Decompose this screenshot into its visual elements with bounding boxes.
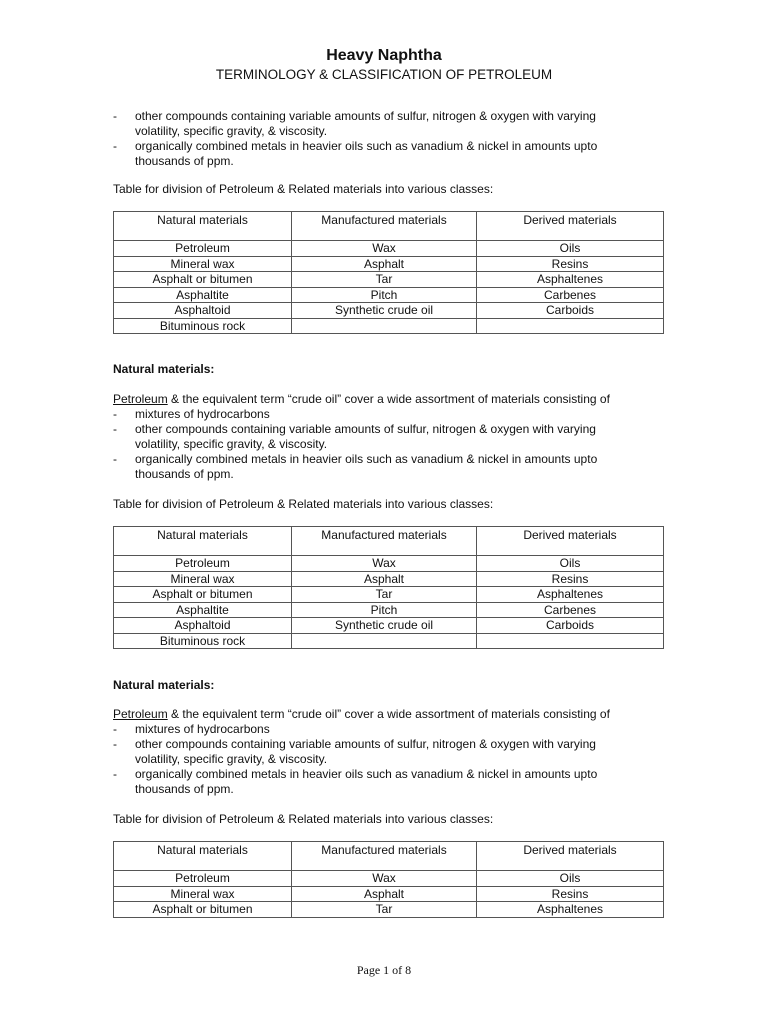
table-cell xyxy=(292,633,477,649)
natural-materials-text xyxy=(113,707,663,797)
table-header-row xyxy=(114,527,664,556)
table-cell xyxy=(477,633,664,649)
petroleum-term: Petroleum xyxy=(113,707,168,721)
table-cell: Wax xyxy=(292,556,477,572)
table-row xyxy=(114,318,664,334)
table-row xyxy=(114,556,664,572)
table-row xyxy=(114,303,664,319)
table-cell: Asphaltenes xyxy=(477,902,664,918)
intro-rest: & the equivalent term “crude oil” cover a wide assortment of materials consisting of xyxy=(167,392,610,406)
table-cell: Resins xyxy=(477,886,664,902)
bullet-dash: - xyxy=(113,452,117,466)
column-header: Natural materials xyxy=(114,527,292,556)
bullet-line: mixtures of hydrocarbons xyxy=(135,407,270,421)
bullet-item xyxy=(113,737,663,752)
bullet-line: mixtures of hydrocarbons xyxy=(135,722,270,736)
table-cell: Asphaltite xyxy=(114,287,292,303)
bullet-line: other compounds containing variable amounts of sulfur, nitrogen & oxygen with varying xyxy=(135,737,596,751)
bullet-continuation xyxy=(113,124,663,139)
column-header: Manufactured materials xyxy=(292,212,477,241)
table-cell: Mineral wax xyxy=(114,886,292,902)
petroleum-term: Petroleum xyxy=(113,392,168,406)
table-cell: Mineral wax xyxy=(114,571,292,587)
table-row xyxy=(114,602,664,618)
table-row xyxy=(114,571,664,587)
table-cell: Tar xyxy=(292,272,477,288)
bullet-dash: - xyxy=(113,737,117,751)
column-header: Natural materials xyxy=(114,212,292,241)
column-header: Derived materials xyxy=(477,842,664,871)
table-cell: Petroleum xyxy=(114,556,292,572)
column-header: Natural materials xyxy=(114,842,292,871)
table-row xyxy=(114,587,664,603)
table-cell: Wax xyxy=(292,871,477,887)
table-cell: Asphalt xyxy=(292,571,477,587)
bullet-line: thousands of ppm. xyxy=(135,154,234,168)
table-cell: Carbenes xyxy=(477,287,664,303)
table-intro: Table for division of Petroleum & Related materials into various classes: xyxy=(113,497,494,511)
table-cell xyxy=(477,318,664,334)
table-cell: Synthetic crude oil xyxy=(292,303,477,319)
table-row xyxy=(114,871,664,887)
bullet-dash: - xyxy=(113,767,117,781)
table-row xyxy=(114,902,664,918)
table-row xyxy=(114,618,664,634)
table-cell: Asphalt xyxy=(292,886,477,902)
table-row xyxy=(114,256,664,272)
bullet-dash: - xyxy=(113,109,117,123)
document-title: Heavy Naphtha xyxy=(326,47,442,64)
bullet-continuation xyxy=(113,437,663,452)
bullet-item xyxy=(113,139,663,154)
table-cell: Resins xyxy=(477,256,664,272)
classification-table xyxy=(113,841,664,918)
intro-bullets xyxy=(113,109,663,169)
page-number: Page 1 of 8 xyxy=(356,963,412,977)
bullet-line: volatility, specific gravity, & viscosity. xyxy=(135,437,328,451)
bullet-line: thousands of ppm. xyxy=(135,782,234,796)
classification-table xyxy=(113,211,664,334)
table-cell: Tar xyxy=(292,902,477,918)
bullet-item xyxy=(113,767,663,782)
table-cell: Carbenes xyxy=(477,602,664,618)
section-heading: Natural materials: xyxy=(113,362,215,376)
table-cell: Oils xyxy=(477,241,664,257)
bullet-item xyxy=(113,109,663,124)
table-cell: Asphalt xyxy=(292,256,477,272)
table-cell: Asphaltenes xyxy=(477,587,664,603)
column-header: Derived materials xyxy=(477,212,664,241)
bullet-continuation xyxy=(113,752,663,767)
table-intro: Table for division of Petroleum & Related materials into various classes: xyxy=(113,812,494,826)
table-cell: Pitch xyxy=(292,287,477,303)
table-cell xyxy=(292,318,477,334)
table-cell: Bituminous rock xyxy=(114,633,292,649)
table-cell: Oils xyxy=(477,556,664,572)
bullet-line: organically combined metals in heavier oils such as vanadium & nickel in amounts upto xyxy=(135,767,598,781)
table-row xyxy=(114,633,664,649)
natural-materials-text xyxy=(113,392,663,482)
table-cell: Asphalt or bitumen xyxy=(114,902,292,918)
table-cell: Resins xyxy=(477,571,664,587)
table-cell: Tar xyxy=(292,587,477,603)
bullet-item xyxy=(113,422,663,437)
bullet-dash: - xyxy=(113,139,117,153)
table-cell: Pitch xyxy=(292,602,477,618)
bullet-item xyxy=(113,452,663,467)
bullet-continuation xyxy=(113,154,663,169)
bullet-item xyxy=(113,407,663,422)
table-cell: Synthetic crude oil xyxy=(292,618,477,634)
bullet-line: volatility, specific gravity, & viscosity. xyxy=(135,124,328,138)
intro-sentence xyxy=(113,707,663,722)
column-header: Manufactured materials xyxy=(292,842,477,871)
table-cell: Asphalt or bitumen xyxy=(114,587,292,603)
intro-rest: & the equivalent term “crude oil” cover a wide assortment of materials consisting of xyxy=(167,707,610,721)
table-cell: Petroleum xyxy=(114,241,292,257)
intro-sentence xyxy=(113,392,663,407)
table-cell: Asphaltoid xyxy=(114,303,292,319)
column-header: Manufactured materials xyxy=(292,527,477,556)
table-header-row xyxy=(114,842,664,871)
document-subtitle: TERMINOLOGY & CLASSIFICATION OF PETROLEUM xyxy=(215,67,553,82)
table-cell: Asphalt or bitumen xyxy=(114,272,292,288)
bullet-continuation xyxy=(113,467,663,482)
bullet-line: organically combined metals in heavier oils such as vanadium & nickel in amounts upto xyxy=(135,139,598,153)
bullet-dash: - xyxy=(113,407,117,421)
bullet-dash: - xyxy=(113,722,117,736)
column-header: Derived materials xyxy=(477,527,664,556)
table-cell: Carboids xyxy=(477,303,664,319)
table-cell: Bituminous rock xyxy=(114,318,292,334)
bullet-line: other compounds containing variable amounts of sulfur, nitrogen & oxygen with varying xyxy=(135,109,596,123)
table-header-row xyxy=(114,212,664,241)
table-intro: Table for division of Petroleum & Related materials into various classes: xyxy=(113,182,494,196)
classification-table xyxy=(113,526,664,649)
table-row xyxy=(114,287,664,303)
section-heading: Natural materials: xyxy=(113,678,215,692)
bullet-item xyxy=(113,722,663,737)
bullet-continuation xyxy=(113,782,663,797)
table-row xyxy=(114,886,664,902)
table-cell: Asphaltite xyxy=(114,602,292,618)
table-cell: Carboids xyxy=(477,618,664,634)
bullet-line: other compounds containing variable amounts of sulfur, nitrogen & oxygen with varying xyxy=(135,422,596,436)
table-cell: Asphaltoid xyxy=(114,618,292,634)
table-cell: Asphaltenes xyxy=(477,272,664,288)
table-cell: Wax xyxy=(292,241,477,257)
bullet-line: volatility, specific gravity, & viscosity. xyxy=(135,752,328,766)
table-cell: Mineral wax xyxy=(114,256,292,272)
bullet-line: thousands of ppm. xyxy=(135,467,234,481)
table-cell: Oils xyxy=(477,871,664,887)
bullet-line: organically combined metals in heavier oils such as vanadium & nickel in amounts upto xyxy=(135,452,598,466)
table-row xyxy=(114,241,664,257)
table-cell: Petroleum xyxy=(114,871,292,887)
table-row xyxy=(114,272,664,288)
bullet-dash: - xyxy=(113,422,117,436)
